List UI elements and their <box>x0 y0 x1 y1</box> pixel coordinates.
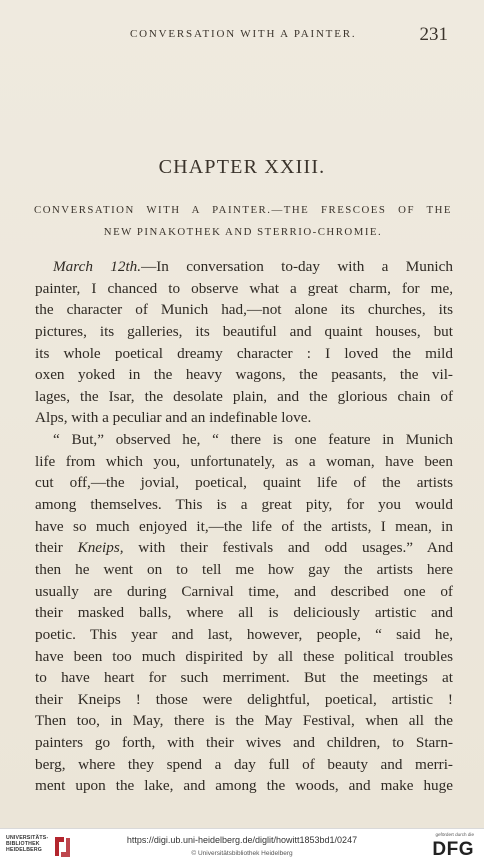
body-line-10: life from which you, unfortunately, as a woman, have been <box>35 452 453 470</box>
body-line-5: its whole poetical dreamy character : I loved the mild <box>35 344 453 362</box>
university-library-name-line-2: BIBLIOTHEK <box>6 841 40 848</box>
chapter-title: CHAPTER XXIII. <box>158 156 326 178</box>
body-line-23: painters go forth, with their wives and children, to Starn- <box>35 734 453 752</box>
body-line-14-prefix: their <box>35 539 63 557</box>
body-line-1 <box>35 256 453 278</box>
kneips-italic: Kneips, <box>77 539 124 557</box>
body-line-11: cut off,—the jovial, poetical, quaint life of the artists <box>35 474 453 492</box>
body-line-21: their Kneips ! those were delightful, poetical, artistic ! <box>35 690 453 708</box>
body-line-7: lages, the Isar, the desolate plain, and the glorious chain of <box>35 387 453 405</box>
body-line-17: their masked balls, where all is deliciously artistic and <box>35 604 453 622</box>
body-line-1-text: —In conversation to-day with a Munich <box>141 258 453 275</box>
body-line-2: painter, I chanced to observe what a great charm, for me, <box>35 279 453 297</box>
body-line-15: then he went on to tell me how gay the artists here <box>35 560 453 578</box>
date-label: March 12th. <box>53 258 142 275</box>
body-line-14 <box>35 537 453 559</box>
viewer-footer <box>0 828 484 864</box>
body-line-19: have been too much dispirited by all these political troubles <box>35 647 453 665</box>
chapter-summary <box>34 202 452 245</box>
dfg-logo: DFG <box>432 839 474 860</box>
body-line-14-end: usages.” And <box>361 539 454 557</box>
body-line-12: among themselves. This is a great pity, for you would <box>35 496 453 514</box>
university-library-name-line-3: HEIDELBERG <box>6 847 43 854</box>
body-line-6: oxen yoked in the heavy wagons, the peasants, the vil- <box>35 366 453 384</box>
body-line-22: Then too, in May, there is the May Festival, when all the <box>35 712 453 730</box>
body-line-18: poetic. This year and last, however, people, “ said he, <box>35 625 453 643</box>
body-line-14-middle: with their festivals and odd <box>138 539 348 557</box>
university-library-name-line-1: UNIVERSITÄTS- <box>6 835 49 841</box>
copyright-notice: © Universitätsbibliothek Heidelberg <box>191 850 293 857</box>
body-text <box>35 256 453 797</box>
body-line-13: have so much enjoyed it,—the life of the artists, I mean, in <box>35 517 453 535</box>
body-line-20: to have heart for such merriment. But the meetings at <box>35 669 453 687</box>
running-head <box>0 24 484 44</box>
body-line-25: ment upon the lake, and among the woods, and make huge <box>35 777 453 795</box>
body-line-3: the character of Munich had,—not alone its churches, its <box>35 301 453 319</box>
dfg-funding-block[interactable] <box>422 832 474 862</box>
chapter-summary-line-2: NEW PINAKOTHEK AND STERRIO-CHROMIE. <box>103 225 383 238</box>
permalink-url[interactable]: https://digi.ub.uni-heidelberg.de/diglit/howitt1853bd1/0247 <box>126 835 358 845</box>
body-line-8: Alps, with a peculiar and an indefinable love. <box>35 409 312 427</box>
running-title: CONVERSATION WITH A PAINTER. <box>130 28 357 40</box>
body-line-24: berg, where they spend a day full of beauty and merri- <box>35 755 453 773</box>
body-line-16: usually are during Carnival time, and described one of <box>35 582 453 600</box>
funded-by-label: gefördert durch die <box>435 832 474 837</box>
page-number: 231 <box>419 24 448 45</box>
body-line-9: “ But,” observed he, “ there is one feature in Munich <box>53 431 453 449</box>
body-line-4: pictures, its galleries, its beautiful and quaint houses, but <box>35 322 453 340</box>
chapter-summary-line-1: CONVERSATION WITH A PAINTER.—THE FRESCOES OF THE <box>34 204 452 216</box>
